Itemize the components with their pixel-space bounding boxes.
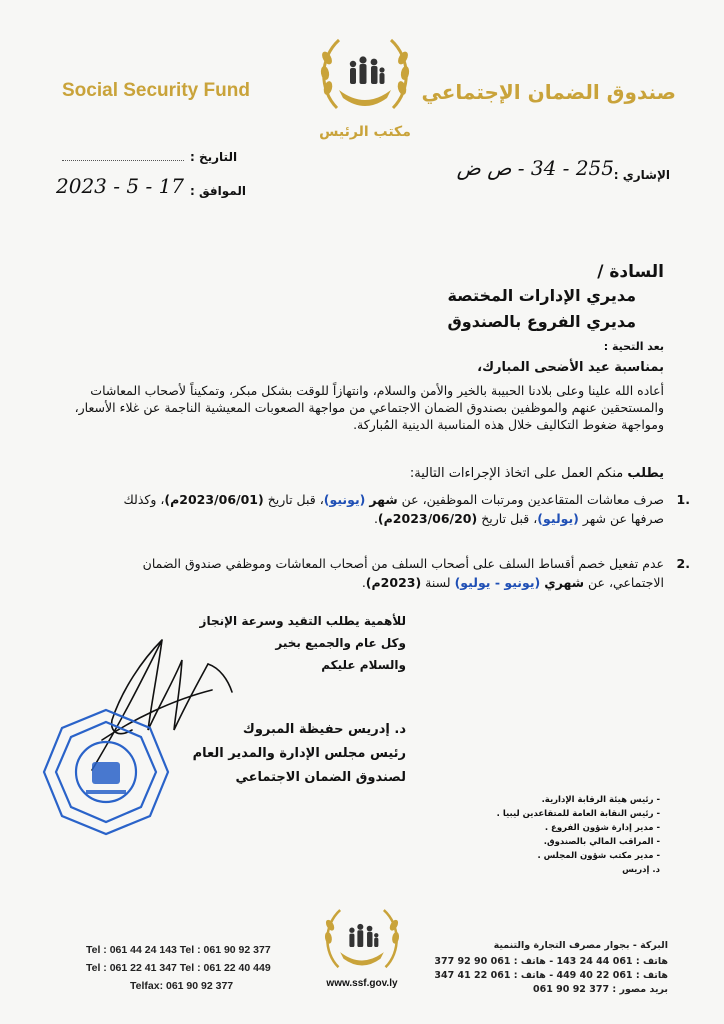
item-bold-date: (2023م) [365,575,422,590]
signatory-title-2: لصندوق الضمان الاجتماعي [235,770,406,785]
reference-value: 255 - 34 - ص ض [456,156,614,180]
addressee-line-1: مديري الإدارات المختصة [447,286,636,305]
cc-item: - رئيس النقابة العامة للمتقاعدين ليبيا . [496,809,660,819]
cc-item: - مدير مكتب شؤون المجلس . [537,851,660,861]
salutation: السادة / [597,262,664,282]
cc-item: - مدير إدارة شؤون الفروع . [544,823,660,833]
footer-address: البركة - بجوار مصرف التجارة والتنمية [493,940,668,951]
website-link[interactable]: www.ssf.gov.ly [326,978,398,989]
item-bold-word: شهر [369,492,398,507]
signatory-title-1: رئيس مجلس الإدارة والمدير العام [192,746,406,761]
closing-line-1: للأهمية يطلب التقيد وسرعة الإنجاز [199,614,406,628]
fund-name-arabic: صندوق الضمان الإجتماعي [421,80,676,104]
official-stamp-icon [40,706,172,838]
item-bold-word: شهري [544,575,585,590]
request-bold: يطلب [627,466,664,481]
fund-name-english: Social Security Fund [62,80,250,101]
office-label: مكتب الرئيس [319,124,411,140]
footer-phone-line-ar-1: هاتف : 061 44 24 143 - هاتف : 061 90 92 377 [434,956,668,967]
closing-line-2: وكل عام والجميع بخير [275,636,406,650]
request-rest: منكم العمل على اتخاذ الإجراءات التالية: [409,466,624,481]
reference-label: الإشاري : [613,168,670,182]
item-text: . [361,575,366,590]
closing-line-3: والسلام عليكم [321,658,406,672]
occasion-heading: بمناسبة عيد الأضحى المبارك، [477,360,664,375]
item-text: صرف معاشات المتقاعدين ومرتبات الموظفين، عن [401,492,664,507]
body-paragraph: أعاده الله علينا وعلى بلادنا الحبيبة بالخير والأمن والسلام، وانتهازاً للوقت بشكل مبكر، وتمكيناً لأصحاب المعاشات والمستحقين عنهم والموظفين بصندوق الضمان الاجتماعي من مواجهة الصعوبات المعيشية الناجمة عن غلاء الأسعار، ومواجهة ضغوط التكاليف خلال هذه المناسبة الدينية المُباركة. [74,383,664,432]
item-number: .1 [676,492,690,507]
item-text: ، قبل تاريخ [267,492,324,507]
date-value: 2023 - 5 - 17 [56,174,185,198]
family-in-hands-logo [320,900,404,984]
date-dotted-line [62,160,184,161]
item-text: عدم تفعيل خصم أقساط السلف على أصحاب السلف من أصحاب المعاشات وموظفي صندوق الضمان الاجتماعي، عن [142,556,664,590]
footer-phone-line-ar-2: هاتف : 061 22 40 449 - هاتف : 061 22 41 347 [434,970,668,981]
list-item [104,554,690,592]
signatory-name: د. إدريس حفيظة المبروك [242,722,406,737]
footer-phone-line-1: Tel : 061 44 24 143 Tel : 061 90 92 377 [86,944,271,956]
cc-item: - المراقب المالي بالصندوق. [543,837,660,847]
item-text: ، قبل تاريخ [481,511,538,526]
footer-fax-ar: بريد مصور : 377 92 90 061 [532,984,668,995]
footer-telfax: Telfax: 061 90 92 377 [130,980,234,992]
addressee-line-2: مديري الفروع بالصندوق [447,312,636,331]
cc-item: د. إدريس [622,865,660,875]
footer-phone-line-2: Tel : 061 22 41 347 Tel : 061 22 40 449 [86,962,271,974]
item-highlight: (يونيو - يوليو) [454,575,541,590]
item-bold-date: (2023/06/20م) [377,511,478,526]
item-text: . [373,511,378,526]
item-number: .2 [676,556,690,571]
item-bold-date: (2023/06/01م) [164,492,264,507]
item-highlight: (يونيو) [323,492,366,507]
date-label: التاريخ : [190,150,238,164]
list-item [104,490,690,528]
muwafiq-label: الموافق : [190,184,246,198]
cc-item: - رئيس هيئة الرقابة الإدارية. [541,795,660,805]
request-line [64,466,664,481]
item-highlight: (يوليو) [537,511,579,526]
item-text: ، وكذلك صرفها عن شهر [123,492,664,526]
greeting: بعد التحية : [603,340,664,353]
family-in-hands-logo [317,28,413,128]
item-text: لسنة [425,575,451,590]
